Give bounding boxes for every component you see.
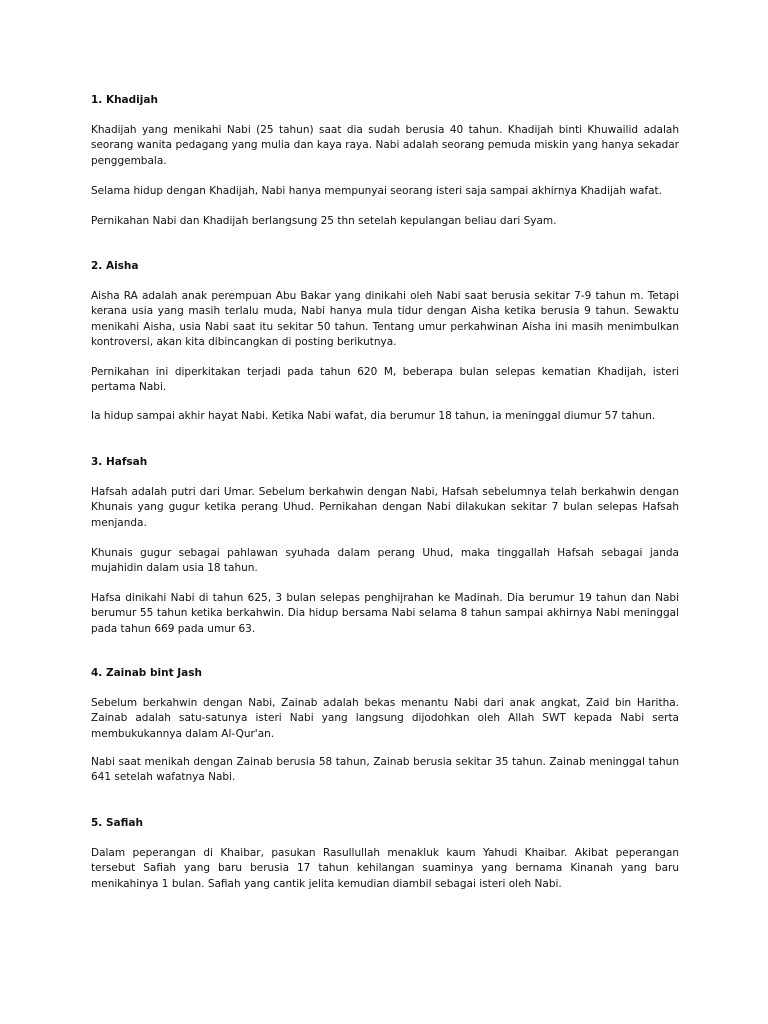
paragraph: Pernikahan Nabi dan Khadijah berlangsung 25 thn setelah kepulangan beliau dari Syam. (91, 215, 557, 227)
section-heading-aisha: 2. Aisha (91, 260, 139, 272)
section-heading-hafsah: 3. Hafsah (91, 456, 148, 468)
paragraph: Hafsah adalah putri dari Umar. Sebelum berkahwin dengan Nabi, Hafsah sebelumnya telah berkahwin dengan Khunais yang gugur ketika perang Uhud. Pernikahan dengan Nabi dilakukan sekitar 7 bulan selepas Hafsah menjanda. (91, 486, 679, 529)
section-heading-zainab: 4. Zainab bint Jash (91, 667, 202, 679)
paragraph: Pernikahan ini diperkitakan terjadi pada tahun 620 M, beberapa bulan selepas kematian Khadijah, isteri pertama Nabi. (91, 366, 679, 394)
paragraph: Khadijah yang menikahi Nabi (25 tahun) saat dia sudah berusia 40 tahun. Khadijah binti Khuwailid adalah seorang wanita pedagang yang mulia dan kaya raya. Nabi adalah seorang pemuda miskin yang hanya sekadar penggembala. (91, 124, 679, 167)
paragraph: Ia hidup sampai akhir hayat Nabi. Ketika Nabi wafat, dia berumur 18 tahun, ia meninggal diumur 57 tahun. (91, 410, 656, 422)
paragraph: Hafsa dinikahi Nabi di tahun 625, 3 bulan selepas penghijrahan ke Madinah. Dia berumur 19 tahun dan Nabi berumur 55 tahun ketika berkahwin. Dia hidup bersama Nabi selama 8 tahun sampai akhirnya Nabi meninggal pada tahun 669 pada umur 63. (91, 592, 679, 635)
paragraph: Nabi saat menikah dengan Zainab berusia 58 tahun, Zainab berusia sekitar 35 tahun. Zainab meninggal tahun 641 setelah wafatnya Nabi. (91, 756, 679, 784)
paragraph: Aisha RA adalah anak perempuan Abu Bakar yang dinikahi oleh Nabi saat berusia sekitar 7-9 tahun m. Tetapi kerana usia yang masih terlalu muda, Nabi hanya mula tidur dengan Aisha ketika berusia 9 tahun. Sewaktu menikahi Aisha, usia Nabi saat itu sekitar 50 tahun. Tentang umur perkahwinan Aisha ini masih menimbulkan kontroversi, akan kita dibincangkan di posting berikutnya. (91, 290, 679, 349)
paragraph: Selama hidup dengan Khadijah, Nabi hanya mempunyai seorang isteri saja sampai akhirnya Khadijah wafat. (91, 185, 662, 197)
paragraph: Sebelum berkahwin dengan Nabi, Zainab adalah bekas menantu Nabi dari anak angkat, Zaid bin Haritha. Zainab adalah satu-satunya isteri Nabi yang langsung dijodohkan oleh Allah SWT kepada Nabi serta membukukannya dalam Al-Qur'an. (91, 697, 679, 740)
paragraph: Khunais gugur sebagai pahlawan syuhada dalam perang Uhud, maka tinggallah Hafsah sebagai janda mujahidin dalam usia 18 tahun. (91, 547, 679, 575)
section-heading-khadijah: 1. Khadijah (91, 94, 158, 106)
paragraph: Dalam peperangan di Khaibar, pasukan Rasullullah menakluk kaum Yahudi Khaibar. Akibat peperangan tersebut Safiah yang baru berusia 17 tahun kehilangan suaminya yang bernama Kinanah yang baru menikahinya 1 bulan. Safiah yang cantik jelita kemudian diambil sebagai isteri oleh Nabi. (91, 847, 679, 890)
section-heading-safiah: 5. Safiah (91, 817, 143, 829)
